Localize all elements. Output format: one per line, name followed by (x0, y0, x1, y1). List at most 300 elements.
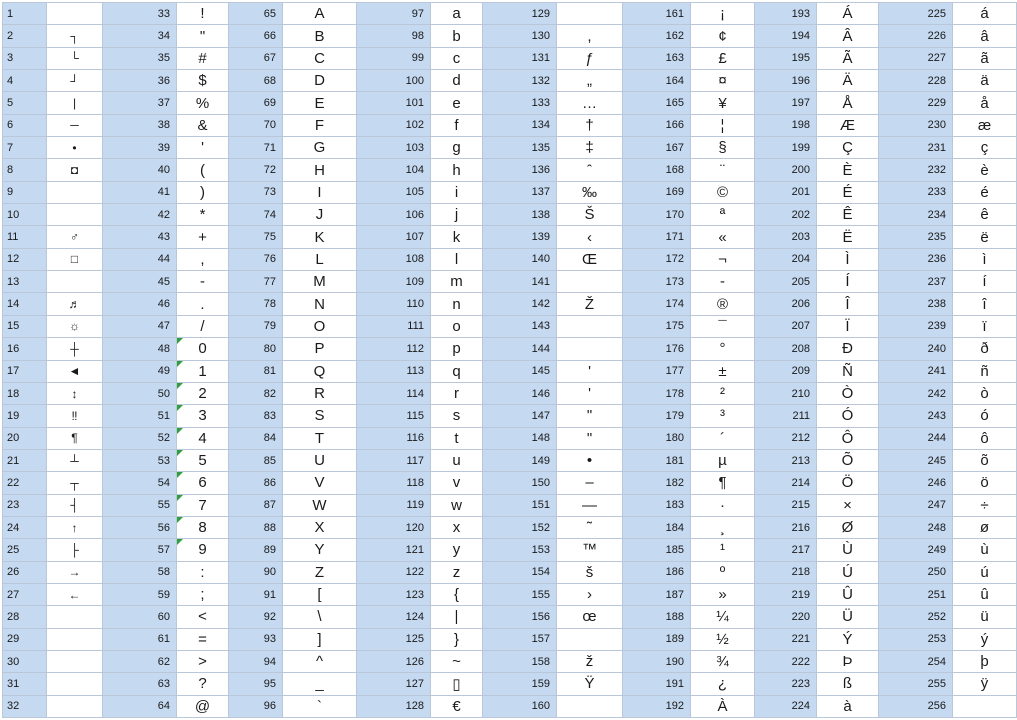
character-cell[interactable]: □ (47, 248, 103, 270)
code-cell[interactable]: 22 (3, 472, 47, 494)
code-cell[interactable]: 2 (3, 25, 47, 47)
character-cell[interactable]: ± (691, 360, 755, 382)
character-cell[interactable]: | (431, 606, 483, 628)
character-cell[interactable]: x (431, 516, 483, 538)
character-cell[interactable] (557, 3, 623, 25)
code-cell[interactable]: 244 (879, 427, 953, 449)
character-cell[interactable]: Ž (557, 293, 623, 315)
character-cell[interactable]: e (431, 92, 483, 114)
code-cell[interactable]: 236 (879, 248, 953, 270)
code-cell[interactable]: 185 (623, 539, 691, 561)
code-cell[interactable]: 131 (483, 47, 557, 69)
character-cell[interactable]: Ö (817, 472, 879, 494)
character-cell[interactable] (557, 338, 623, 360)
code-cell[interactable]: 98 (357, 25, 431, 47)
character-cell[interactable]: A (283, 3, 357, 25)
character-cell[interactable]: & (177, 114, 229, 136)
code-cell[interactable]: 4 (3, 70, 47, 92)
code-cell[interactable]: 108 (357, 248, 431, 270)
character-cell[interactable]: 4 (177, 427, 229, 449)
character-cell[interactable]: H (283, 159, 357, 181)
character-cell[interactable]: z (431, 561, 483, 583)
character-cell[interactable]: ÿ (953, 673, 1017, 695)
code-cell[interactable]: 24 (3, 516, 47, 538)
character-cell[interactable]: Á (817, 3, 879, 25)
code-cell[interactable]: 116 (357, 427, 431, 449)
code-cell[interactable]: 138 (483, 204, 557, 226)
character-cell[interactable]: ¼ (691, 606, 755, 628)
character-cell[interactable]: æ (953, 114, 1017, 136)
code-cell[interactable]: 134 (483, 114, 557, 136)
code-cell[interactable]: 6 (3, 114, 47, 136)
code-cell[interactable]: 123 (357, 583, 431, 605)
code-cell[interactable]: 204 (755, 248, 817, 270)
code-cell[interactable]: 83 (229, 405, 283, 427)
code-cell[interactable]: 61 (103, 628, 177, 650)
code-cell[interactable]: 64 (103, 695, 177, 717)
code-cell[interactable]: 251 (879, 583, 953, 605)
code-cell[interactable]: 181 (623, 449, 691, 471)
character-cell[interactable]: ☼ (47, 315, 103, 337)
character-cell[interactable]: E (283, 92, 357, 114)
character-cell[interactable]: — (557, 494, 623, 516)
character-cell[interactable] (557, 271, 623, 293)
code-cell[interactable]: 71 (229, 137, 283, 159)
code-cell[interactable]: 62 (103, 650, 177, 672)
character-cell[interactable]: ý (953, 628, 1017, 650)
character-cell[interactable]: I (283, 181, 357, 203)
code-cell[interactable]: 246 (879, 472, 953, 494)
code-cell[interactable]: 72 (229, 159, 283, 181)
code-cell[interactable]: 190 (623, 650, 691, 672)
character-cell[interactable]: ë (953, 226, 1017, 248)
code-cell[interactable]: 210 (755, 382, 817, 404)
code-cell[interactable]: 157 (483, 628, 557, 650)
code-cell[interactable]: 38 (103, 114, 177, 136)
code-cell[interactable]: 188 (623, 606, 691, 628)
character-cell[interactable]: ç (953, 137, 1017, 159)
code-cell[interactable]: 70 (229, 114, 283, 136)
code-cell[interactable]: 95 (229, 673, 283, 695)
character-cell[interactable]: ã (953, 47, 1017, 69)
character-cell[interactable]: X (283, 516, 357, 538)
character-cell[interactable]: ü (953, 606, 1017, 628)
code-cell[interactable]: 171 (623, 226, 691, 248)
code-cell[interactable]: 186 (623, 561, 691, 583)
code-cell[interactable]: 187 (623, 583, 691, 605)
character-cell[interactable]: ° (691, 338, 755, 360)
code-cell[interactable]: 144 (483, 338, 557, 360)
character-cell[interactable]: $ (177, 70, 229, 92)
character-cell[interactable]: r (431, 382, 483, 404)
character-cell[interactable]: Q (283, 360, 357, 382)
character-cell[interactable]: L (283, 248, 357, 270)
code-cell[interactable]: 213 (755, 449, 817, 471)
code-cell[interactable]: 102 (357, 114, 431, 136)
code-cell[interactable]: 114 (357, 382, 431, 404)
code-cell[interactable]: 124 (357, 606, 431, 628)
code-cell[interactable]: 69 (229, 92, 283, 114)
code-cell[interactable]: 222 (755, 650, 817, 672)
character-cell[interactable]: ò (953, 382, 1017, 404)
code-cell[interactable]: 252 (879, 606, 953, 628)
code-cell[interactable]: 207 (755, 315, 817, 337)
code-cell[interactable]: 115 (357, 405, 431, 427)
code-cell[interactable]: 147 (483, 405, 557, 427)
character-cell[interactable]: í (953, 271, 1017, 293)
code-cell[interactable]: 245 (879, 449, 953, 471)
code-cell[interactable]: 169 (623, 181, 691, 203)
code-cell[interactable]: 223 (755, 673, 817, 695)
code-cell[interactable]: 25 (3, 539, 47, 561)
character-cell[interactable]: § (691, 137, 755, 159)
character-cell[interactable]: Ï (817, 315, 879, 337)
character-cell[interactable]: Î (817, 293, 879, 315)
character-cell[interactable]: Í (817, 271, 879, 293)
character-cell[interactable] (47, 3, 103, 25)
code-cell[interactable]: 15 (3, 315, 47, 337)
character-cell[interactable]: * (177, 204, 229, 226)
character-cell[interactable]: > (177, 650, 229, 672)
character-cell[interactable]: £ (691, 47, 755, 69)
code-cell[interactable]: 32 (3, 695, 47, 717)
character-cell[interactable]: ¬ (691, 248, 755, 270)
code-cell[interactable]: 118 (357, 472, 431, 494)
code-cell[interactable]: 167 (623, 137, 691, 159)
code-cell[interactable]: 154 (483, 561, 557, 583)
character-cell[interactable]: ÷ (953, 494, 1017, 516)
character-cell[interactable]: å (953, 92, 1017, 114)
character-cell[interactable]: ` (283, 695, 357, 717)
character-cell[interactable]: _ (283, 673, 357, 695)
character-cell[interactable] (47, 673, 103, 695)
character-cell[interactable]: Û (817, 583, 879, 605)
character-cell[interactable]: • (557, 449, 623, 471)
character-cell[interactable]: × (817, 494, 879, 516)
character-cell[interactable]: 7 (177, 494, 229, 516)
code-cell[interactable]: 37 (103, 92, 177, 114)
code-cell[interactable]: 172 (623, 248, 691, 270)
character-cell[interactable]: ñ (953, 360, 1017, 382)
code-cell[interactable]: 117 (357, 449, 431, 471)
code-cell[interactable]: 192 (623, 695, 691, 717)
code-cell[interactable]: 68 (229, 70, 283, 92)
character-cell[interactable]: s (431, 405, 483, 427)
character-cell[interactable]: + (177, 226, 229, 248)
code-cell[interactable]: 58 (103, 561, 177, 583)
code-cell[interactable]: 255 (879, 673, 953, 695)
character-cell[interactable]: Ä (817, 70, 879, 92)
character-cell[interactable]: ♬ (47, 293, 103, 315)
code-cell[interactable]: 31 (3, 673, 47, 695)
character-cell[interactable]: i (431, 181, 483, 203)
code-cell[interactable]: 200 (755, 159, 817, 181)
character-cell[interactable]: : (177, 561, 229, 583)
code-cell[interactable]: 46 (103, 293, 177, 315)
code-cell[interactable]: 174 (623, 293, 691, 315)
code-cell[interactable]: 196 (755, 70, 817, 92)
character-cell[interactable]: ─ (47, 114, 103, 136)
code-cell[interactable]: 17 (3, 360, 47, 382)
code-cell[interactable]: 177 (623, 360, 691, 382)
code-cell[interactable]: 149 (483, 449, 557, 471)
character-cell[interactable]: à (817, 695, 879, 717)
code-cell[interactable]: 54 (103, 472, 177, 494)
code-cell[interactable]: 44 (103, 248, 177, 270)
character-cell[interactable]: î (953, 293, 1017, 315)
code-cell[interactable]: 89 (229, 539, 283, 561)
character-cell[interactable]: ↕ (47, 382, 103, 404)
code-cell[interactable]: 47 (103, 315, 177, 337)
character-cell[interactable]: , (177, 248, 229, 270)
code-cell[interactable]: 57 (103, 539, 177, 561)
character-cell[interactable]: j (431, 204, 483, 226)
character-cell[interactable]: ö (953, 472, 1017, 494)
code-cell[interactable]: 26 (3, 561, 47, 583)
code-cell[interactable]: 91 (229, 583, 283, 605)
code-cell[interactable]: 189 (623, 628, 691, 650)
code-cell[interactable]: 214 (755, 472, 817, 494)
code-cell[interactable]: 250 (879, 561, 953, 583)
character-cell[interactable]: « (691, 226, 755, 248)
character-cell[interactable]: ù (953, 539, 1017, 561)
character-cell[interactable]: › (557, 583, 623, 605)
code-cell[interactable]: 194 (755, 25, 817, 47)
code-cell[interactable]: 28 (3, 606, 47, 628)
character-cell[interactable]: Ó (817, 405, 879, 427)
code-cell[interactable]: 227 (879, 47, 953, 69)
code-cell[interactable]: 220 (755, 606, 817, 628)
character-cell[interactable]: ‡ (557, 137, 623, 159)
code-cell[interactable]: 77 (229, 271, 283, 293)
character-cell[interactable]: D (283, 70, 357, 92)
character-cell[interactable]: ² (691, 382, 755, 404)
character-cell[interactable]: ◘ (47, 159, 103, 181)
character-cell[interactable]: ³ (691, 405, 755, 427)
character-cell[interactable]: ┐ (47, 25, 103, 47)
code-cell[interactable]: 67 (229, 47, 283, 69)
code-cell[interactable]: 173 (623, 271, 691, 293)
character-cell[interactable]: y (431, 539, 483, 561)
character-cell[interactable]: À (691, 695, 755, 717)
character-cell[interactable] (47, 606, 103, 628)
code-cell[interactable]: 3 (3, 47, 47, 69)
code-cell[interactable]: 182 (623, 472, 691, 494)
character-cell[interactable]: Ã (817, 47, 879, 69)
character-cell[interactable]: ž (557, 650, 623, 672)
character-cell[interactable]: Ü (817, 606, 879, 628)
code-cell[interactable]: 78 (229, 293, 283, 315)
character-cell[interactable]: ← (47, 583, 103, 605)
character-cell[interactable]: └ (47, 47, 103, 69)
character-cell[interactable]: " (177, 25, 229, 47)
code-cell[interactable]: 139 (483, 226, 557, 248)
code-cell[interactable]: 51 (103, 405, 177, 427)
character-cell[interactable]: Š (557, 204, 623, 226)
code-cell[interactable]: 20 (3, 427, 47, 449)
code-cell[interactable]: 168 (623, 159, 691, 181)
character-cell[interactable]: t (431, 427, 483, 449)
character-cell[interactable]: ┬ (47, 472, 103, 494)
code-cell[interactable]: 93 (229, 628, 283, 650)
code-cell[interactable]: 243 (879, 405, 953, 427)
character-cell[interactable]: ~ (431, 650, 483, 672)
character-cell[interactable] (47, 650, 103, 672)
character-cell[interactable]: ì (953, 248, 1017, 270)
character-cell[interactable]: ( (177, 159, 229, 181)
character-cell[interactable]: œ (557, 606, 623, 628)
code-cell[interactable]: 248 (879, 516, 953, 538)
code-cell[interactable]: 55 (103, 494, 177, 516)
character-cell[interactable]: . (177, 293, 229, 315)
character-cell[interactable]: Ÿ (557, 673, 623, 695)
code-cell[interactable]: 63 (103, 673, 177, 695)
character-cell[interactable]: g (431, 137, 483, 159)
character-cell[interactable]: Ô (817, 427, 879, 449)
character-cell[interactable]: ] (283, 628, 357, 650)
character-cell[interactable]: ä (953, 70, 1017, 92)
character-cell[interactable]: ‹ (557, 226, 623, 248)
code-cell[interactable]: 43 (103, 226, 177, 248)
character-cell[interactable]: ƒ (557, 47, 623, 69)
character-cell[interactable]: ^ (283, 650, 357, 672)
character-cell[interactable]: } (431, 628, 483, 650)
character-cell[interactable]: ¸ (691, 516, 755, 538)
character-cell[interactable] (557, 628, 623, 650)
code-cell[interactable]: 49 (103, 360, 177, 382)
code-cell[interactable]: 42 (103, 204, 177, 226)
code-cell[interactable]: 106 (357, 204, 431, 226)
code-cell[interactable]: 94 (229, 650, 283, 672)
code-cell[interactable]: 241 (879, 360, 953, 382)
character-cell[interactable]: o (431, 315, 483, 337)
code-cell[interactable]: 88 (229, 516, 283, 538)
character-cell[interactable]: „ (557, 70, 623, 92)
code-cell[interactable]: 158 (483, 650, 557, 672)
code-cell[interactable]: 121 (357, 539, 431, 561)
code-cell[interactable]: 45 (103, 271, 177, 293)
character-cell[interactable] (47, 204, 103, 226)
code-cell[interactable]: 247 (879, 494, 953, 516)
character-cell[interactable]: • (47, 137, 103, 159)
code-cell[interactable]: 33 (103, 3, 177, 25)
code-cell[interactable]: 193 (755, 3, 817, 25)
code-cell[interactable]: 84 (229, 427, 283, 449)
character-cell[interactable]: Ù (817, 539, 879, 561)
code-cell[interactable]: 217 (755, 539, 817, 561)
code-cell[interactable]: 129 (483, 3, 557, 25)
code-cell[interactable]: 112 (357, 338, 431, 360)
character-cell[interactable]: = (177, 628, 229, 650)
code-cell[interactable]: 191 (623, 673, 691, 695)
code-cell[interactable]: 136 (483, 159, 557, 181)
character-cell[interactable]: © (691, 181, 755, 203)
code-cell[interactable]: 130 (483, 25, 557, 47)
character-cell[interactable]: ¤ (691, 70, 755, 92)
character-cell[interactable]: [ (283, 583, 357, 605)
character-cell[interactable]: ó (953, 405, 1017, 427)
code-cell[interactable]: 66 (229, 25, 283, 47)
code-cell[interactable]: 151 (483, 494, 557, 516)
code-cell[interactable]: 85 (229, 449, 283, 471)
code-cell[interactable]: 122 (357, 561, 431, 583)
code-cell[interactable]: 230 (879, 114, 953, 136)
character-cell[interactable] (557, 695, 623, 717)
character-cell[interactable]: ¿ (691, 673, 755, 695)
code-cell[interactable]: 176 (623, 338, 691, 360)
code-cell[interactable]: 155 (483, 583, 557, 605)
character-cell[interactable]: Å (817, 92, 879, 114)
character-cell[interactable]: ' (557, 360, 623, 382)
character-cell[interactable]: – (557, 472, 623, 494)
code-cell[interactable]: 184 (623, 516, 691, 538)
code-cell[interactable]: 206 (755, 293, 817, 315)
character-cell[interactable]: 8 (177, 516, 229, 538)
code-cell[interactable]: 120 (357, 516, 431, 538)
code-cell[interactable]: 21 (3, 449, 47, 471)
character-cell[interactable] (47, 628, 103, 650)
character-cell[interactable]: þ (953, 650, 1017, 672)
code-cell[interactable]: 10 (3, 204, 47, 226)
character-cell[interactable]: è (953, 159, 1017, 181)
code-cell[interactable]: 148 (483, 427, 557, 449)
character-cell[interactable] (557, 315, 623, 337)
character-cell[interactable]: Ø (817, 516, 879, 538)
code-cell[interactable]: 35 (103, 47, 177, 69)
character-cell[interactable]: ¾ (691, 650, 755, 672)
character-cell[interactable]: T (283, 427, 357, 449)
character-cell[interactable]: á (953, 3, 1017, 25)
code-cell[interactable]: 97 (357, 3, 431, 25)
code-cell[interactable]: 132 (483, 70, 557, 92)
code-cell[interactable]: 80 (229, 338, 283, 360)
code-cell[interactable]: 11 (3, 226, 47, 248)
character-cell[interactable]: ¢ (691, 25, 755, 47)
character-cell[interactable]: → (47, 561, 103, 583)
code-cell[interactable]: 156 (483, 606, 557, 628)
code-cell[interactable]: 146 (483, 382, 557, 404)
character-cell[interactable]: M (283, 271, 357, 293)
character-cell[interactable]: ↑ (47, 516, 103, 538)
code-cell[interactable]: 198 (755, 114, 817, 136)
character-cell[interactable]: - (691, 271, 755, 293)
code-cell[interactable]: 60 (103, 606, 177, 628)
code-cell[interactable]: 79 (229, 315, 283, 337)
code-cell[interactable]: 233 (879, 181, 953, 203)
code-cell[interactable]: 215 (755, 494, 817, 516)
code-cell[interactable]: 65 (229, 3, 283, 25)
character-cell[interactable]: 9 (177, 539, 229, 561)
character-cell[interactable]: º (691, 561, 755, 583)
code-cell[interactable]: 234 (879, 204, 953, 226)
character-cell[interactable]: < (177, 606, 229, 628)
character-cell[interactable] (47, 271, 103, 293)
code-cell[interactable]: 100 (357, 70, 431, 92)
character-cell[interactable]: ‼ (47, 405, 103, 427)
character-cell[interactable]: ¶ (47, 427, 103, 449)
character-cell[interactable]: Ý (817, 628, 879, 650)
code-cell[interactable]: 52 (103, 427, 177, 449)
character-cell[interactable]: ¹ (691, 539, 755, 561)
character-cell[interactable]: l (431, 248, 483, 270)
code-cell[interactable]: 30 (3, 650, 47, 672)
code-cell[interactable]: 161 (623, 3, 691, 25)
character-cell[interactable]: K (283, 226, 357, 248)
character-cell[interactable]: € (431, 695, 483, 717)
code-cell[interactable]: 16 (3, 338, 47, 360)
character-cell[interactable]: ø (953, 516, 1017, 538)
code-cell[interactable]: 225 (879, 3, 953, 25)
